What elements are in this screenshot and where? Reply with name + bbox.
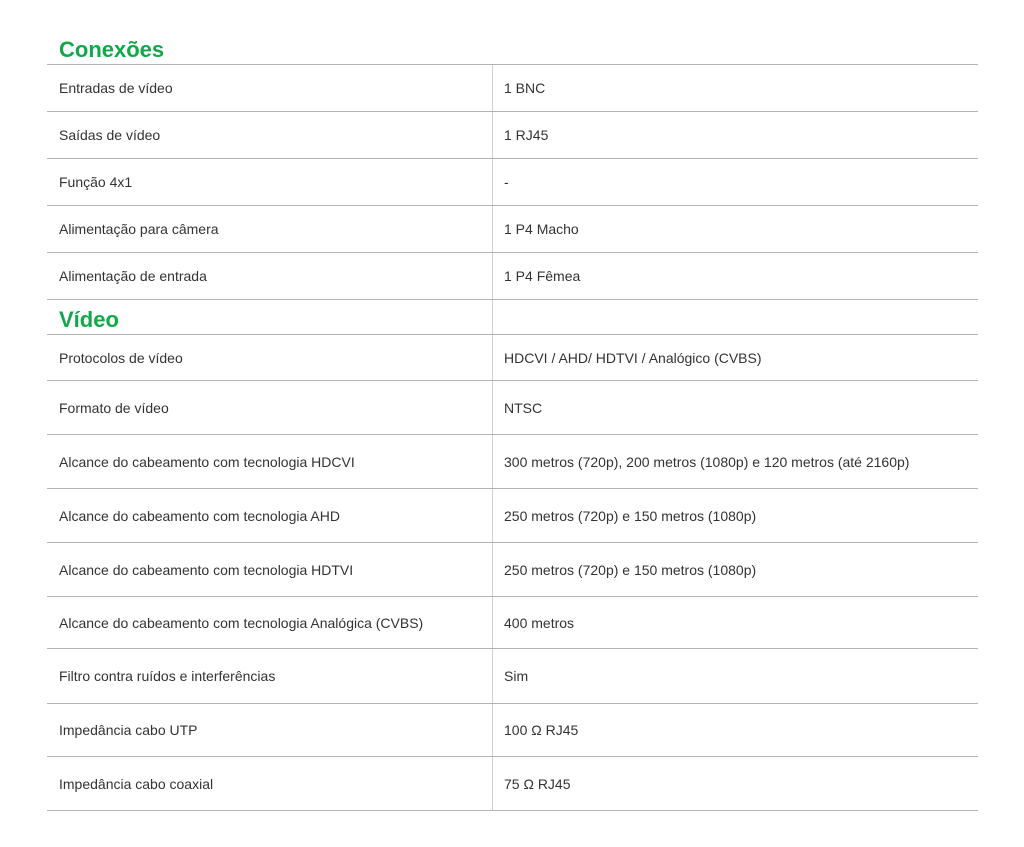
heading-empty-cell [492, 300, 978, 334]
table-row [47, 65, 978, 112]
row-value: 250 metros (720p) e 150 metros (1080p) [492, 543, 978, 596]
table-row [47, 381, 978, 435]
row-value: 300 metros (720p), 200 metros (1080p) e 120 metros (até 2160p) [492, 435, 978, 488]
section-heading-video [47, 300, 978, 335]
row-label: Protocolos de vídeo [59, 349, 183, 366]
table-row [47, 543, 978, 597]
row-label: Impedância cabo UTP [59, 722, 198, 738]
table-row [47, 597, 978, 649]
table-row [47, 159, 978, 206]
row-value: 1 P4 Macho [492, 206, 978, 252]
table-row [47, 489, 978, 543]
table-row [47, 757, 978, 811]
spec-table-video [47, 335, 978, 811]
row-label: Alcance do cabeamento com tecnologia HDTVI [59, 561, 354, 578]
row-label: Função 4x1 [59, 174, 133, 190]
table-row [47, 253, 978, 300]
row-label: Filtro contra ruídos e interferências [59, 668, 276, 684]
section-heading-conexoes [47, 34, 978, 65]
row-label: Entradas de vídeo [59, 80, 173, 96]
row-label: Formato de vídeo [59, 399, 169, 416]
row-value: 1 RJ45 [492, 112, 978, 158]
row-value: 100 Ω RJ45 [492, 704, 978, 756]
row-value: NTSC [492, 381, 978, 434]
row-label: Alcance do cabeamento com tecnologia Analógica (CVBS) [59, 614, 424, 631]
table-row [47, 704, 978, 757]
row-value: 1 P4 Fêmea [492, 253, 978, 299]
row-value: 75 Ω RJ45 [492, 757, 978, 810]
row-value: HDCVI / AHD/ HDTVI / Analógico (CVBS) [492, 335, 978, 380]
row-value: 1 BNC [492, 65, 978, 111]
table-row [47, 206, 978, 253]
section-title: Vídeo [59, 307, 119, 332]
row-label: Alcance do cabeamento com tecnologia HDCVI [59, 453, 355, 470]
row-label: Impedância cabo coaxial [59, 775, 214, 792]
row-label: Saídas de vídeo [59, 127, 161, 143]
row-value: - [492, 159, 978, 205]
table-row [47, 435, 978, 489]
row-value: Sim [492, 649, 978, 703]
row-label: Alimentação de entrada [59, 268, 207, 284]
row-value: 400 metros [492, 597, 978, 648]
row-label: Alimentação para câmera [59, 221, 219, 237]
spec-sheet [47, 34, 978, 811]
table-row [47, 649, 978, 704]
row-label: Alcance do cabeamento com tecnologia AHD [59, 507, 340, 524]
section-title: Conexões [59, 37, 165, 62]
spec-table-conexoes [47, 65, 978, 300]
row-value: 250 metros (720p) e 150 metros (1080p) [492, 489, 978, 542]
table-row [47, 335, 978, 381]
table-row [47, 112, 978, 159]
